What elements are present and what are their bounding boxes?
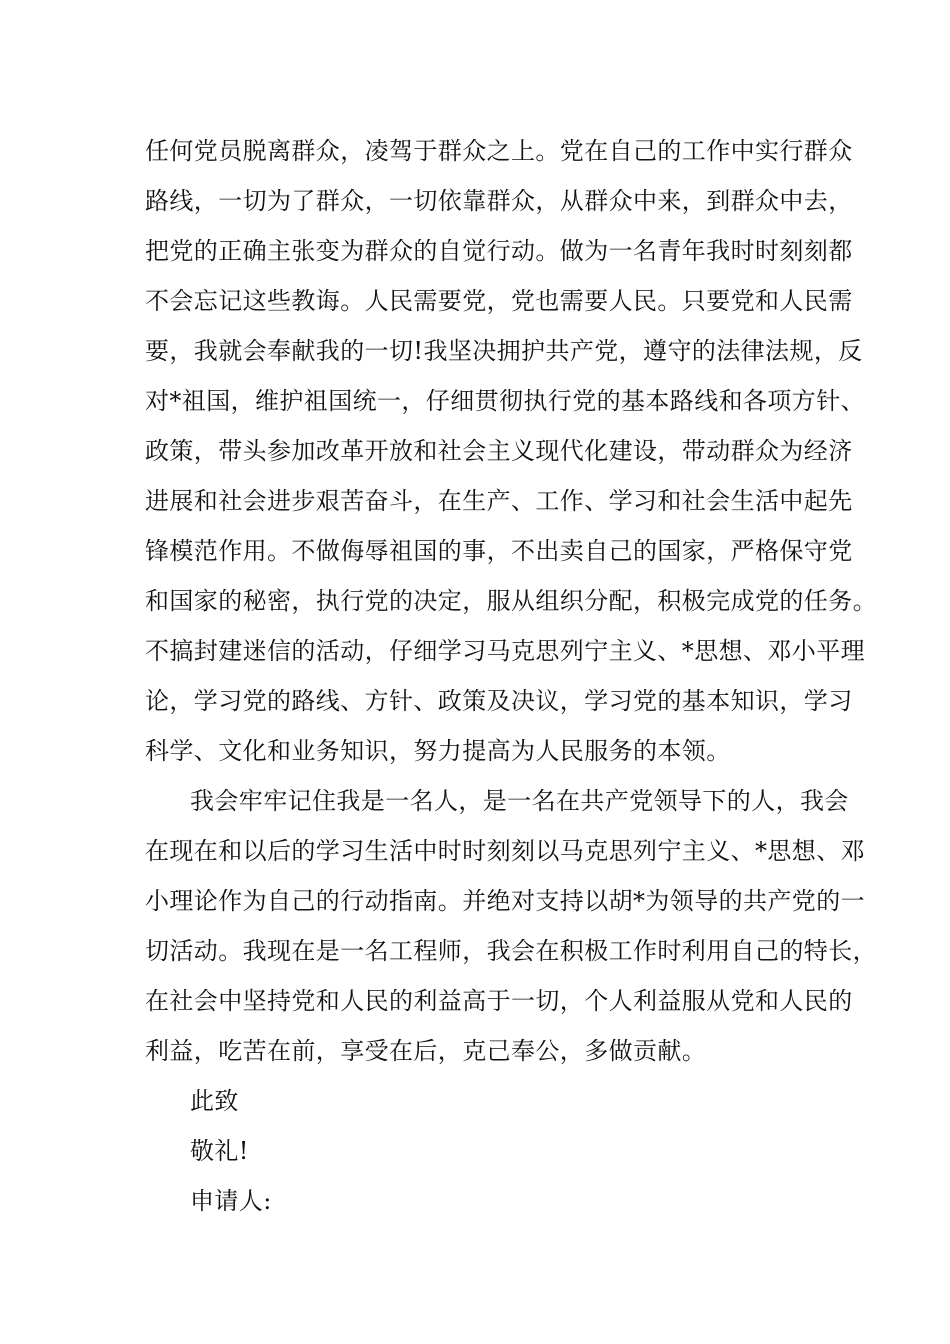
body-line: 任何党员脱离群众，凌驾于群众之上。党在自己的工作中实行群众 [145,137,853,165]
body-line: 在社会中坚持党和人民的利益高于一切，个人利益服从党和人民的 [145,987,853,1015]
body-line: 进展和社会进步艰苦奋斗，在生产、工作、学习和社会生活中起先 [145,487,853,515]
body-line: 和国家的秘密，执行党的决定，服从组织分配，积极完成党的任务。 [145,587,877,615]
body-line: 锋模范作用。不做侮辱祖国的事，不出卖自己的国家，严格保守党 [145,537,853,565]
applicant-label: 申请人: [190,1187,272,1215]
body-line: 不会忘记这些教诲。人民需要党，党也需要人民。只要党和人民需 [145,287,853,315]
body-line: 小理论作为自己的行动指南。并绝对支持以胡*为领导的共产党的一 [145,887,865,915]
body-line: 论，学习党的路线、方针、政策及决议，学习党的基本知识，学习 [145,687,853,715]
body-line: 切活动。我现在是一名工程师，我会在积极工作时利用自己的特长， [145,937,877,965]
body-line: 要，我就会奉献我的一切!我坚决拥护共产党，遵守的法律法规，反 [145,337,863,365]
body-line: 科学、文化和业务知识，努力提高为人民服务的本领。 [145,737,731,765]
body-line: 对*祖国，维护祖国统一，仔细贯彻执行党的基本路线和各项方针、 [145,387,865,415]
body-line: 在现在和以后的学习生活中时时刻刻以马克思列宁主义、*思想、邓 [145,837,865,865]
body-line: 路线，一切为了群众，一切依靠群众，从群众中来，到群众中去， [145,187,853,215]
body-line: 利益，吃苦在前，享受在后，克己奉公，多做贡献。 [145,1037,707,1065]
closing-greeting: 此致 [190,1087,239,1115]
paragraph-start-line: 我会牢牢记住我是一名人，是一名在共产党领导下的人，我会 [190,787,849,815]
body-line: 把党的正确主张变为群众的自觉行动。做为一名青年我时时刻刻都 [145,237,853,265]
body-line: 政策，带头参加改革开放和社会主义现代化建设，带动群众为经济 [145,437,853,465]
body-line: 不搞封建迷信的活动，仔细学习马克思列宁主义、*思想、邓小平理 [145,637,865,665]
closing-salute: 敬礼! [190,1137,249,1165]
